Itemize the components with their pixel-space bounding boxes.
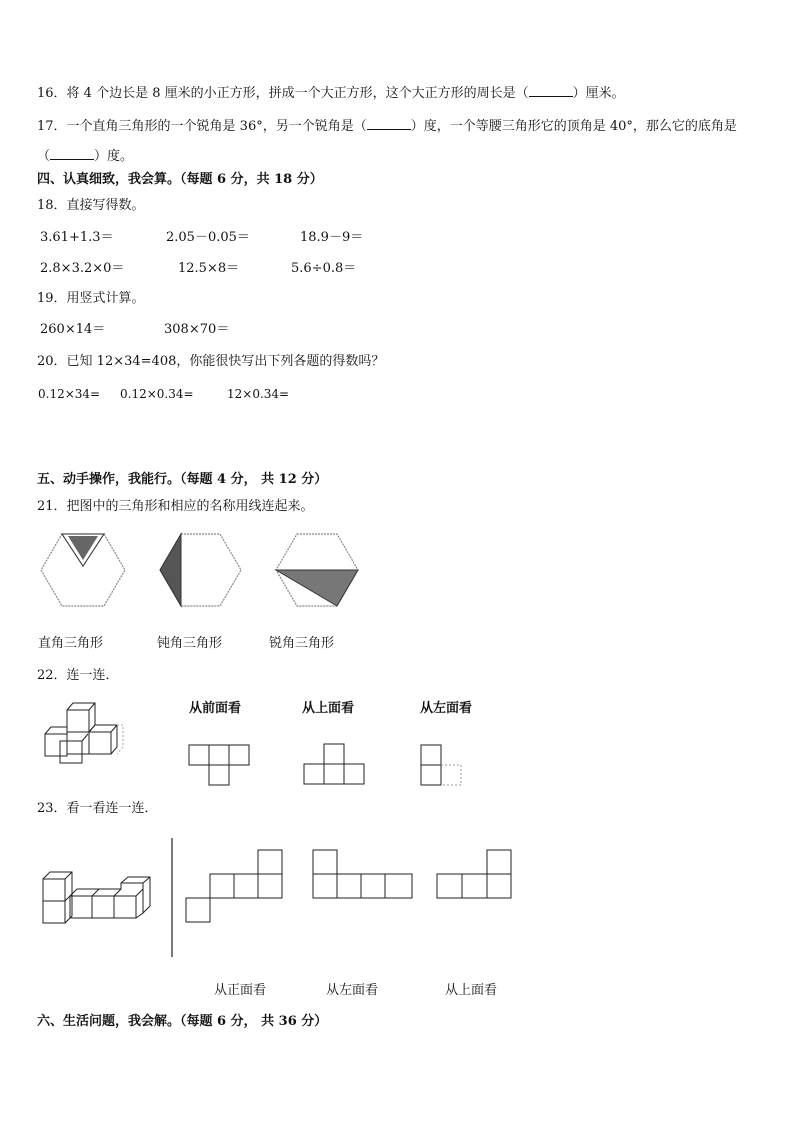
q22-view-label[interactable]: 从上面看 — [302, 701, 355, 716]
q18-item: 2.8×3.2×0＝ — [40, 261, 125, 276]
q20-title: 20．已知 12×34=408，你能很快写出下列各题的得数吗？ — [37, 354, 385, 369]
q20-item: 0.12×34= — [38, 387, 101, 401]
q18-item: 2.05－0.05＝ — [166, 230, 250, 245]
q17-text-d: ）度。 — [94, 149, 134, 164]
q17-text-b: ）度，一个等腰三角形它的顶角是 40°，那么它的底角是 — [410, 119, 737, 134]
q23-title: 23．看一看连一连． — [37, 801, 158, 816]
q21-label[interactable]: 锐角三角形 — [269, 636, 335, 651]
q22-view-label[interactable]: 从前面看 — [189, 701, 242, 716]
q20-item: 0.12×0.34= — [120, 387, 194, 401]
section-4-heading: 四、认真细致，我会算。（每题 6 分，共 18 分） — [37, 172, 323, 187]
q23-view-label[interactable]: 从上面看 — [445, 983, 498, 998]
q18-title: 18．直接写得数。 — [37, 198, 145, 213]
section-6-heading: 六、生活问题，我会解。（每题 6 分， 共 36 分） — [37, 1014, 328, 1029]
q17-text-a: 17．一个直角三角形的一个锐角是 36°，另一个锐角是（ — [37, 119, 367, 134]
q19-title: 19．用竖式计算。 — [37, 291, 145, 306]
q22-view-label[interactable]: 从左面看 — [420, 701, 473, 716]
q19-item: 308×70＝ — [164, 322, 230, 337]
q21-label[interactable]: 钝角三角形 — [157, 636, 223, 651]
q22-title: 22．连一连． — [37, 668, 119, 683]
q18-item: 3.61+1.3＝ — [40, 230, 114, 245]
q20-item: 12×0.34= — [227, 387, 290, 401]
q18-item: 18.9－9＝ — [300, 230, 364, 245]
q18-item: 5.6÷0.8＝ — [291, 261, 357, 276]
q17-text-c: （ — [37, 149, 51, 164]
q23-view-label[interactable]: 从左面看 — [326, 983, 379, 998]
q18-item: 12.5×8＝ — [178, 261, 240, 276]
q23-shape-b[interactable] — [313, 850, 412, 898]
section-5-heading: 五、动手操作，我能行。（每题 4 分， 共 12 分） — [37, 472, 328, 487]
block-group-3d[interactable] — [43, 872, 150, 923]
q23-shape-a[interactable] — [186, 850, 282, 922]
q23-shape-c[interactable] — [437, 850, 511, 898]
q23-view-label[interactable]: 从正面看 — [214, 983, 267, 998]
q16-text: 16．将 4 个边长是 8 厘米的小正方形，拼成一个大正方形，这个大正方形的周长是（ — [37, 86, 529, 101]
q21-title: 21．把图中的三角形和相应的名称用线连起来。 — [37, 499, 314, 514]
q19-item: 260×14＝ — [40, 322, 106, 337]
q21-label[interactable]: 直角三角形 — [38, 636, 104, 651]
q16-text-end: ）厘米。 — [572, 86, 625, 101]
